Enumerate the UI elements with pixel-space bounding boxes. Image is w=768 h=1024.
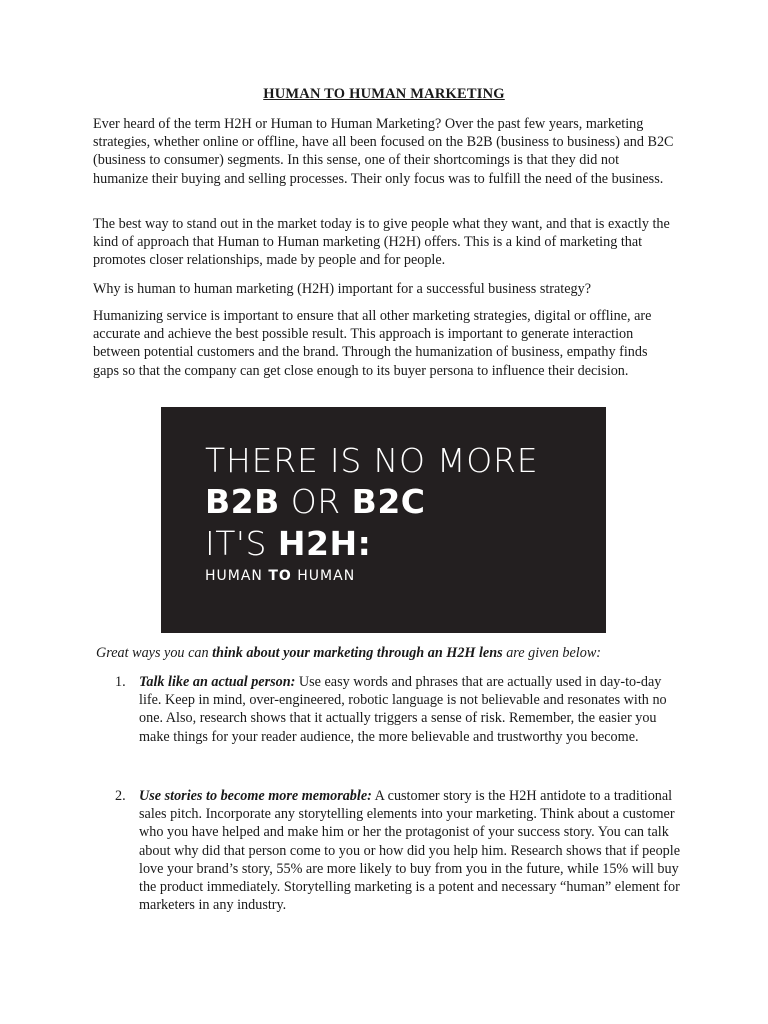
banner-line-1: THERE IS NO MORE [205, 441, 539, 480]
approach-paragraph: The best way to stand out in the market today is to give people what they want, and that is exactly the kind of approach that Human to Human marketing (H2H) offers. This is a kind of marketing that promotes closer relationships, made by people and for people. [93, 216, 670, 269]
banner-b2c: B2C [351, 482, 426, 521]
list-item-body [139, 787, 680, 914]
banner-human-2: HUMAN [291, 568, 356, 584]
list-item-lead: Talk like an actual person: [139, 674, 296, 690]
intro-paragraph: Ever heard of the term H2H or Human to Human Marketing? Over the past few years, marketing strategies, whether online or offline, have all been focused on the B2B (business to business) and B2C (business to consumer) segments. In this sense, one of their shortcomings is that they did not humanize their buying and selling processes. Their only focus was to fulfill the need of the business. [93, 116, 674, 187]
lens-post: are given below: [502, 645, 602, 661]
banner-human-1: HUMAN [205, 568, 269, 584]
humanizing-paragraph: Humanizing service is important to ensure that all other marketing strategies, digital or offline, are accurate and achieve the best possible result. This approach is important to generate interaction between potential customers and the brand. Through the humanization of business, empathy finds gaps so that the company can get close enough to its buyer persona to influence their decision. [93, 308, 652, 379]
list-item-lead: Use stories to become more memorable: [139, 788, 372, 804]
page-title: HUMAN TO HUMAN MARKETING [263, 86, 505, 102]
list-item-number: 1. [115, 674, 126, 690]
list-item-number: 2. [115, 788, 126, 804]
lens-intro-line [96, 645, 696, 662]
banner-line-2 [205, 482, 426, 521]
banner-its: IT'S [205, 524, 278, 563]
banner-to: TO [268, 568, 292, 584]
banner-or: OR [279, 482, 352, 521]
lens-pre: Great ways you can [96, 645, 213, 661]
banner-h2h: H2H: [277, 524, 372, 563]
list-item-text: Use easy words and phrases that are actually used in day-to-day life. Keep in mind, over-engineered, robotic language is not believable and resonates with no one. Also, research shows that it actually triggers a sense of risk. Remember, the easier you make things for your reader audience, the more believable and trustworthy you become. [139, 674, 667, 745]
list-item-body [139, 673, 680, 746]
banner-line-3 [205, 524, 371, 563]
list-item-text: A customer story is the H2H antidote to a traditional sales pitch. Incorporate any storytelling elements into your marketing. Think about a customer who you have helped and make him or her the protagonist of your success story. You can talk about why did that person come to you or how did you help him. Research shows that if people love your brand’s story, 55% are more likely to buy from you in the future, while 15% will buy the product immediately. Storytelling marketing is a potent and necessary “human” element for marketers in any industry. [139, 788, 680, 914]
h2h-banner-image [161, 407, 606, 633]
banner-b2b: B2B [205, 482, 280, 521]
question-paragraph: Why is human to human marketing (H2H) important for a successful business strategy? [93, 281, 592, 297]
lens-bold: think about your marketing through an H2H lens [212, 645, 503, 661]
banner-line-4 [205, 568, 355, 584]
